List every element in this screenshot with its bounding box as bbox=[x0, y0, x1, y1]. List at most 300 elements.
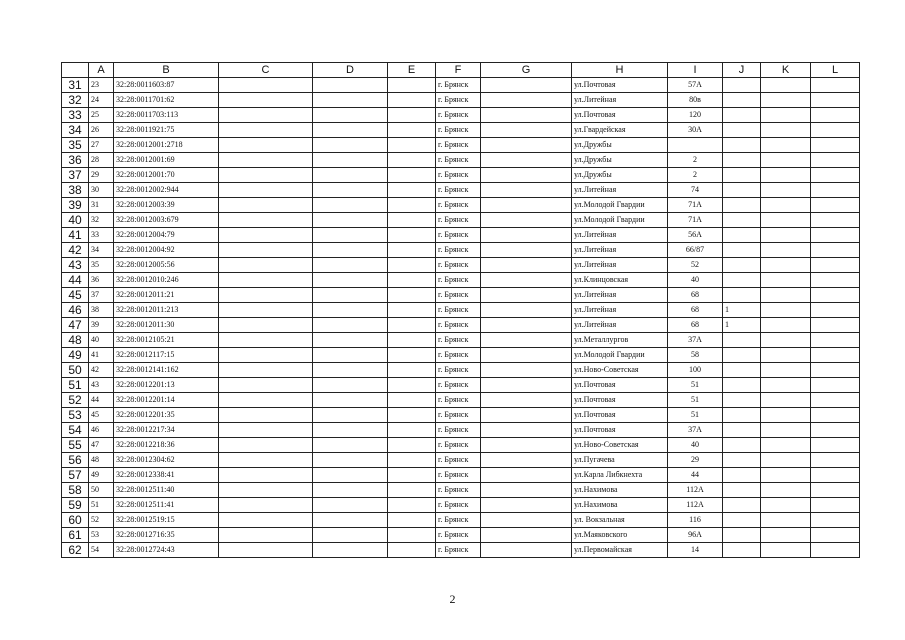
cell-a[interactable]: 29 bbox=[89, 168, 114, 183]
row-number[interactable]: 49 bbox=[62, 348, 89, 363]
cell-j[interactable] bbox=[723, 228, 761, 243]
cell-j[interactable] bbox=[723, 513, 761, 528]
cell-i[interactable]: 120 bbox=[668, 108, 723, 123]
cell-e[interactable] bbox=[388, 78, 436, 93]
cell-c[interactable] bbox=[219, 423, 313, 438]
cell-f[interactable]: г. Брянск bbox=[436, 348, 481, 363]
cell-j[interactable] bbox=[723, 468, 761, 483]
cell-d[interactable] bbox=[313, 408, 388, 423]
cell-g[interactable] bbox=[481, 483, 572, 498]
row-number[interactable]: 46 bbox=[62, 303, 89, 318]
cell-g[interactable] bbox=[481, 543, 572, 558]
cell-k[interactable] bbox=[761, 153, 811, 168]
cell-l[interactable] bbox=[811, 213, 860, 228]
cell-b[interactable]: 32:28:0012519:15 bbox=[114, 513, 219, 528]
cell-k[interactable] bbox=[761, 498, 811, 513]
cell-h[interactable]: ул.Почтовая bbox=[572, 108, 668, 123]
cell-b[interactable]: 32:28:0012010:246 bbox=[114, 273, 219, 288]
cell-j[interactable] bbox=[723, 543, 761, 558]
cell-k[interactable] bbox=[761, 303, 811, 318]
cell-c[interactable] bbox=[219, 153, 313, 168]
cell-l[interactable] bbox=[811, 318, 860, 333]
row-number[interactable]: 32 bbox=[62, 93, 89, 108]
cell-l[interactable] bbox=[811, 408, 860, 423]
cell-a[interactable]: 46 bbox=[89, 423, 114, 438]
cell-f[interactable]: г. Брянск bbox=[436, 543, 481, 558]
cell-k[interactable] bbox=[761, 318, 811, 333]
cell-l[interactable] bbox=[811, 528, 860, 543]
cell-k[interactable] bbox=[761, 348, 811, 363]
cell-e[interactable] bbox=[388, 153, 436, 168]
cell-c[interactable] bbox=[219, 363, 313, 378]
cell-i[interactable]: 71А bbox=[668, 198, 723, 213]
cell-b[interactable]: 32:28:0012304:62 bbox=[114, 453, 219, 468]
cell-g[interactable] bbox=[481, 423, 572, 438]
row-number[interactable]: 39 bbox=[62, 198, 89, 213]
cell-d[interactable] bbox=[313, 393, 388, 408]
cell-h[interactable]: ул.Литейная bbox=[572, 183, 668, 198]
cell-k[interactable] bbox=[761, 93, 811, 108]
cell-k[interactable] bbox=[761, 408, 811, 423]
cell-a[interactable]: 34 bbox=[89, 243, 114, 258]
cell-a[interactable]: 49 bbox=[89, 468, 114, 483]
cell-g[interactable] bbox=[481, 183, 572, 198]
cell-j[interactable] bbox=[723, 438, 761, 453]
row-number[interactable]: 35 bbox=[62, 138, 89, 153]
cell-g[interactable] bbox=[481, 453, 572, 468]
row-number[interactable]: 44 bbox=[62, 273, 89, 288]
cell-g[interactable] bbox=[481, 93, 572, 108]
cell-b[interactable]: 32:28:0012201:13 bbox=[114, 378, 219, 393]
cell-c[interactable] bbox=[219, 273, 313, 288]
row-number[interactable]: 48 bbox=[62, 333, 89, 348]
cell-e[interactable] bbox=[388, 273, 436, 288]
cell-d[interactable] bbox=[313, 168, 388, 183]
row-number[interactable]: 45 bbox=[62, 288, 89, 303]
cell-l[interactable] bbox=[811, 333, 860, 348]
corner-header[interactable] bbox=[62, 63, 89, 78]
row-number[interactable]: 62 bbox=[62, 543, 89, 558]
cell-c[interactable] bbox=[219, 228, 313, 243]
cell-k[interactable] bbox=[761, 168, 811, 183]
cell-a[interactable]: 40 bbox=[89, 333, 114, 348]
cell-h[interactable]: ул.Первомайская bbox=[572, 543, 668, 558]
cell-g[interactable] bbox=[481, 318, 572, 333]
column-header-i[interactable]: I bbox=[668, 63, 723, 78]
cell-a[interactable]: 44 bbox=[89, 393, 114, 408]
row-number[interactable]: 47 bbox=[62, 318, 89, 333]
cell-a[interactable]: 25 bbox=[89, 108, 114, 123]
column-header-e[interactable]: E bbox=[388, 63, 436, 78]
cell-a[interactable]: 52 bbox=[89, 513, 114, 528]
cell-c[interactable] bbox=[219, 528, 313, 543]
cell-i[interactable]: 100 bbox=[668, 363, 723, 378]
cell-a[interactable]: 27 bbox=[89, 138, 114, 153]
cell-g[interactable] bbox=[481, 513, 572, 528]
cell-d[interactable] bbox=[313, 183, 388, 198]
row-number[interactable]: 43 bbox=[62, 258, 89, 273]
cell-i[interactable]: 74 bbox=[668, 183, 723, 198]
cell-d[interactable] bbox=[313, 93, 388, 108]
cell-d[interactable] bbox=[313, 273, 388, 288]
cell-f[interactable]: г. Брянск bbox=[436, 303, 481, 318]
cell-k[interactable] bbox=[761, 378, 811, 393]
cell-j[interactable] bbox=[723, 423, 761, 438]
cell-l[interactable] bbox=[811, 93, 860, 108]
cell-l[interactable] bbox=[811, 183, 860, 198]
cell-h[interactable]: ул.Молодой Гвардии bbox=[572, 213, 668, 228]
cell-l[interactable] bbox=[811, 363, 860, 378]
cell-g[interactable] bbox=[481, 243, 572, 258]
cell-j[interactable] bbox=[723, 78, 761, 93]
cell-i[interactable]: 51 bbox=[668, 393, 723, 408]
cell-d[interactable] bbox=[313, 78, 388, 93]
cell-f[interactable]: г. Брянск bbox=[436, 138, 481, 153]
cell-h[interactable]: ул.Нахимова bbox=[572, 483, 668, 498]
cell-l[interactable] bbox=[811, 303, 860, 318]
cell-i[interactable]: 51 bbox=[668, 378, 723, 393]
cell-d[interactable] bbox=[313, 333, 388, 348]
row-number[interactable]: 59 bbox=[62, 498, 89, 513]
cell-f[interactable]: г. Брянск bbox=[436, 108, 481, 123]
cell-a[interactable]: 48 bbox=[89, 453, 114, 468]
row-number[interactable]: 37 bbox=[62, 168, 89, 183]
cell-e[interactable] bbox=[388, 528, 436, 543]
cell-g[interactable] bbox=[481, 153, 572, 168]
cell-k[interactable] bbox=[761, 483, 811, 498]
cell-c[interactable] bbox=[219, 183, 313, 198]
cell-k[interactable] bbox=[761, 423, 811, 438]
cell-d[interactable] bbox=[313, 288, 388, 303]
cell-a[interactable]: 50 bbox=[89, 483, 114, 498]
cell-l[interactable] bbox=[811, 453, 860, 468]
cell-k[interactable] bbox=[761, 123, 811, 138]
cell-h[interactable]: ул.Литейная bbox=[572, 228, 668, 243]
cell-c[interactable] bbox=[219, 498, 313, 513]
row-number[interactable]: 36 bbox=[62, 153, 89, 168]
cell-g[interactable] bbox=[481, 393, 572, 408]
cell-k[interactable] bbox=[761, 213, 811, 228]
cell-j[interactable] bbox=[723, 198, 761, 213]
cell-i[interactable]: 29 bbox=[668, 453, 723, 468]
cell-k[interactable] bbox=[761, 543, 811, 558]
cell-c[interactable] bbox=[219, 168, 313, 183]
cell-g[interactable] bbox=[481, 408, 572, 423]
cell-l[interactable] bbox=[811, 288, 860, 303]
cell-i[interactable]: 56А bbox=[668, 228, 723, 243]
cell-k[interactable] bbox=[761, 288, 811, 303]
cell-h[interactable]: ул.Почтовая bbox=[572, 408, 668, 423]
cell-a[interactable]: 28 bbox=[89, 153, 114, 168]
cell-d[interactable] bbox=[313, 213, 388, 228]
cell-b[interactable]: 32:28:0012001:69 bbox=[114, 153, 219, 168]
cell-d[interactable] bbox=[313, 378, 388, 393]
cell-a[interactable]: 30 bbox=[89, 183, 114, 198]
cell-a[interactable]: 54 bbox=[89, 543, 114, 558]
cell-d[interactable] bbox=[313, 483, 388, 498]
cell-j[interactable] bbox=[723, 483, 761, 498]
cell-e[interactable] bbox=[388, 438, 436, 453]
cell-b[interactable]: 32:28:0012004:92 bbox=[114, 243, 219, 258]
cell-a[interactable]: 38 bbox=[89, 303, 114, 318]
cell-l[interactable] bbox=[811, 168, 860, 183]
cell-j[interactable] bbox=[723, 363, 761, 378]
cell-f[interactable]: г. Брянск bbox=[436, 438, 481, 453]
cell-f[interactable]: г. Брянск bbox=[436, 468, 481, 483]
cell-l[interactable] bbox=[811, 378, 860, 393]
cell-j[interactable]: 1 bbox=[723, 303, 761, 318]
cell-j[interactable] bbox=[723, 333, 761, 348]
cell-i[interactable]: 71А bbox=[668, 213, 723, 228]
column-header-l[interactable]: L bbox=[811, 63, 860, 78]
cell-e[interactable] bbox=[388, 378, 436, 393]
cell-d[interactable] bbox=[313, 228, 388, 243]
cell-f[interactable]: г. Брянск bbox=[436, 198, 481, 213]
cell-l[interactable] bbox=[811, 348, 860, 363]
cell-c[interactable] bbox=[219, 198, 313, 213]
cell-a[interactable]: 53 bbox=[89, 528, 114, 543]
column-header-b[interactable]: B bbox=[114, 63, 219, 78]
cell-b[interactable]: 32:28:0012011:30 bbox=[114, 318, 219, 333]
cell-i[interactable]: 2 bbox=[668, 168, 723, 183]
cell-d[interactable] bbox=[313, 123, 388, 138]
cell-i[interactable]: 57А bbox=[668, 78, 723, 93]
cell-h[interactable]: ул.Литейная bbox=[572, 303, 668, 318]
cell-i[interactable]: 2 bbox=[668, 153, 723, 168]
cell-j[interactable] bbox=[723, 243, 761, 258]
cell-l[interactable] bbox=[811, 198, 860, 213]
cell-i[interactable]: 116 bbox=[668, 513, 723, 528]
cell-b[interactable]: 32:28:0012201:35 bbox=[114, 408, 219, 423]
cell-g[interactable] bbox=[481, 468, 572, 483]
cell-h[interactable]: ул.Нахимова bbox=[572, 498, 668, 513]
cell-j[interactable] bbox=[723, 93, 761, 108]
cell-a[interactable]: 33 bbox=[89, 228, 114, 243]
cell-a[interactable]: 24 bbox=[89, 93, 114, 108]
row-number[interactable]: 58 bbox=[62, 483, 89, 498]
cell-a[interactable]: 31 bbox=[89, 198, 114, 213]
cell-j[interactable] bbox=[723, 183, 761, 198]
cell-e[interactable] bbox=[388, 363, 436, 378]
cell-e[interactable] bbox=[388, 168, 436, 183]
cell-d[interactable] bbox=[313, 303, 388, 318]
cell-d[interactable] bbox=[313, 513, 388, 528]
cell-i[interactable]: 80в bbox=[668, 93, 723, 108]
cell-c[interactable] bbox=[219, 408, 313, 423]
cell-j[interactable] bbox=[723, 378, 761, 393]
cell-l[interactable] bbox=[811, 138, 860, 153]
cell-e[interactable] bbox=[388, 93, 436, 108]
cell-j[interactable] bbox=[723, 108, 761, 123]
cell-i[interactable]: 30А bbox=[668, 123, 723, 138]
cell-g[interactable] bbox=[481, 78, 572, 93]
row-number[interactable]: 41 bbox=[62, 228, 89, 243]
cell-l[interactable] bbox=[811, 123, 860, 138]
cell-c[interactable] bbox=[219, 123, 313, 138]
cell-e[interactable] bbox=[388, 483, 436, 498]
cell-i[interactable]: 66/87 bbox=[668, 243, 723, 258]
row-number[interactable]: 57 bbox=[62, 468, 89, 483]
cell-g[interactable] bbox=[481, 138, 572, 153]
cell-g[interactable] bbox=[481, 273, 572, 288]
row-number[interactable]: 53 bbox=[62, 408, 89, 423]
cell-a[interactable]: 23 bbox=[89, 78, 114, 93]
cell-h[interactable]: ул.Гвардейская bbox=[572, 123, 668, 138]
cell-f[interactable]: г. Брянск bbox=[436, 123, 481, 138]
cell-i[interactable]: 37А bbox=[668, 423, 723, 438]
cell-g[interactable] bbox=[481, 198, 572, 213]
cell-b[interactable]: 32:28:0012218:36 bbox=[114, 438, 219, 453]
cell-j[interactable] bbox=[723, 348, 761, 363]
cell-h[interactable]: ул.Ново-Советская bbox=[572, 363, 668, 378]
cell-c[interactable] bbox=[219, 393, 313, 408]
cell-k[interactable] bbox=[761, 453, 811, 468]
cell-g[interactable] bbox=[481, 213, 572, 228]
row-number[interactable]: 42 bbox=[62, 243, 89, 258]
cell-f[interactable]: г. Брянск bbox=[436, 408, 481, 423]
cell-j[interactable] bbox=[723, 498, 761, 513]
cell-c[interactable] bbox=[219, 348, 313, 363]
cell-j[interactable] bbox=[723, 258, 761, 273]
cell-l[interactable] bbox=[811, 108, 860, 123]
cell-e[interactable] bbox=[388, 303, 436, 318]
cell-i[interactable]: 58 bbox=[668, 348, 723, 363]
cell-f[interactable]: г. Брянск bbox=[436, 273, 481, 288]
cell-f[interactable]: г. Брянск bbox=[436, 243, 481, 258]
cell-d[interactable] bbox=[313, 108, 388, 123]
cell-b[interactable]: 32:28:0012003:679 bbox=[114, 213, 219, 228]
cell-d[interactable] bbox=[313, 153, 388, 168]
row-number[interactable]: 54 bbox=[62, 423, 89, 438]
cell-f[interactable]: г. Брянск bbox=[436, 318, 481, 333]
cell-f[interactable]: г. Брянск bbox=[436, 513, 481, 528]
column-header-g[interactable]: G bbox=[481, 63, 572, 78]
cell-f[interactable]: г. Брянск bbox=[436, 168, 481, 183]
row-number[interactable]: 38 bbox=[62, 183, 89, 198]
cell-k[interactable] bbox=[761, 108, 811, 123]
cell-g[interactable] bbox=[481, 258, 572, 273]
cell-g[interactable] bbox=[481, 168, 572, 183]
row-number[interactable]: 40 bbox=[62, 213, 89, 228]
cell-a[interactable]: 26 bbox=[89, 123, 114, 138]
cell-e[interactable] bbox=[388, 228, 436, 243]
cell-h[interactable]: ул.Молодой Гвардии bbox=[572, 348, 668, 363]
cell-f[interactable]: г. Брянск bbox=[436, 453, 481, 468]
cell-e[interactable] bbox=[388, 543, 436, 558]
cell-f[interactable]: г. Брянск bbox=[436, 228, 481, 243]
cell-i[interactable]: 37А bbox=[668, 333, 723, 348]
cell-b[interactable]: 32:28:0012005:56 bbox=[114, 258, 219, 273]
cell-i[interactable]: 44 bbox=[668, 468, 723, 483]
cell-b[interactable]: 32:28:0012105:21 bbox=[114, 333, 219, 348]
cell-h[interactable]: ул.Почтовая bbox=[572, 393, 668, 408]
cell-l[interactable] bbox=[811, 393, 860, 408]
cell-j[interactable] bbox=[723, 408, 761, 423]
cell-l[interactable] bbox=[811, 483, 860, 498]
cell-j[interactable] bbox=[723, 153, 761, 168]
cell-g[interactable] bbox=[481, 378, 572, 393]
cell-i[interactable]: 68 bbox=[668, 318, 723, 333]
cell-d[interactable] bbox=[313, 468, 388, 483]
cell-b[interactable]: 32:28:0012002:944 bbox=[114, 183, 219, 198]
cell-c[interactable] bbox=[219, 258, 313, 273]
cell-d[interactable] bbox=[313, 138, 388, 153]
cell-k[interactable] bbox=[761, 363, 811, 378]
row-number[interactable]: 31 bbox=[62, 78, 89, 93]
cell-l[interactable] bbox=[811, 498, 860, 513]
cell-i[interactable]: 112А bbox=[668, 483, 723, 498]
column-header-k[interactable]: K bbox=[761, 63, 811, 78]
cell-k[interactable] bbox=[761, 393, 811, 408]
cell-d[interactable] bbox=[313, 348, 388, 363]
cell-l[interactable] bbox=[811, 543, 860, 558]
cell-a[interactable]: 51 bbox=[89, 498, 114, 513]
cell-h[interactable]: ул.Карла Либкнехта bbox=[572, 468, 668, 483]
cell-b[interactable]: 32:28:0012338:41 bbox=[114, 468, 219, 483]
cell-h[interactable]: ул.Дружбы bbox=[572, 153, 668, 168]
cell-c[interactable] bbox=[219, 513, 313, 528]
cell-f[interactable]: г. Брянск bbox=[436, 213, 481, 228]
row-number[interactable]: 52 bbox=[62, 393, 89, 408]
cell-g[interactable] bbox=[481, 348, 572, 363]
cell-g[interactable] bbox=[481, 498, 572, 513]
cell-e[interactable] bbox=[388, 318, 436, 333]
cell-g[interactable] bbox=[481, 363, 572, 378]
cell-f[interactable]: г. Брянск bbox=[436, 183, 481, 198]
cell-c[interactable] bbox=[219, 138, 313, 153]
cell-k[interactable] bbox=[761, 243, 811, 258]
cell-l[interactable] bbox=[811, 438, 860, 453]
cell-c[interactable] bbox=[219, 318, 313, 333]
cell-d[interactable] bbox=[313, 543, 388, 558]
cell-d[interactable] bbox=[313, 243, 388, 258]
cell-d[interactable] bbox=[313, 438, 388, 453]
cell-j[interactable] bbox=[723, 393, 761, 408]
cell-g[interactable] bbox=[481, 528, 572, 543]
cell-b[interactable]: 32:28:0012201:14 bbox=[114, 393, 219, 408]
cell-g[interactable] bbox=[481, 438, 572, 453]
cell-l[interactable] bbox=[811, 423, 860, 438]
cell-b[interactable]: 32:28:0011603:87 bbox=[114, 78, 219, 93]
cell-c[interactable] bbox=[219, 543, 313, 558]
cell-b[interactable]: 32:28:0012004:79 bbox=[114, 228, 219, 243]
cell-a[interactable]: 41 bbox=[89, 348, 114, 363]
row-number[interactable]: 60 bbox=[62, 513, 89, 528]
cell-h[interactable]: ул.Литейная bbox=[572, 258, 668, 273]
row-number[interactable]: 51 bbox=[62, 378, 89, 393]
cell-h[interactable]: ул.Литейная bbox=[572, 318, 668, 333]
cell-i[interactable]: 40 bbox=[668, 438, 723, 453]
cell-l[interactable] bbox=[811, 273, 860, 288]
cell-f[interactable]: г. Брянск bbox=[436, 258, 481, 273]
cell-j[interactable] bbox=[723, 288, 761, 303]
cell-j[interactable] bbox=[723, 168, 761, 183]
cell-f[interactable]: г. Брянск bbox=[436, 288, 481, 303]
cell-h[interactable]: ул. Вокзальная bbox=[572, 513, 668, 528]
cell-f[interactable]: г. Брянск bbox=[436, 78, 481, 93]
cell-e[interactable] bbox=[388, 243, 436, 258]
cell-b[interactable]: 32:28:0012117:15 bbox=[114, 348, 219, 363]
cell-k[interactable] bbox=[761, 138, 811, 153]
cell-h[interactable]: ул.Почтовая bbox=[572, 423, 668, 438]
cell-k[interactable] bbox=[761, 198, 811, 213]
cell-c[interactable] bbox=[219, 288, 313, 303]
cell-a[interactable]: 37 bbox=[89, 288, 114, 303]
cell-b[interactable]: 32:28:0012001:70 bbox=[114, 168, 219, 183]
cell-h[interactable]: ул.Литейная bbox=[572, 93, 668, 108]
cell-j[interactable]: 1 bbox=[723, 318, 761, 333]
column-header-f[interactable]: F bbox=[436, 63, 481, 78]
